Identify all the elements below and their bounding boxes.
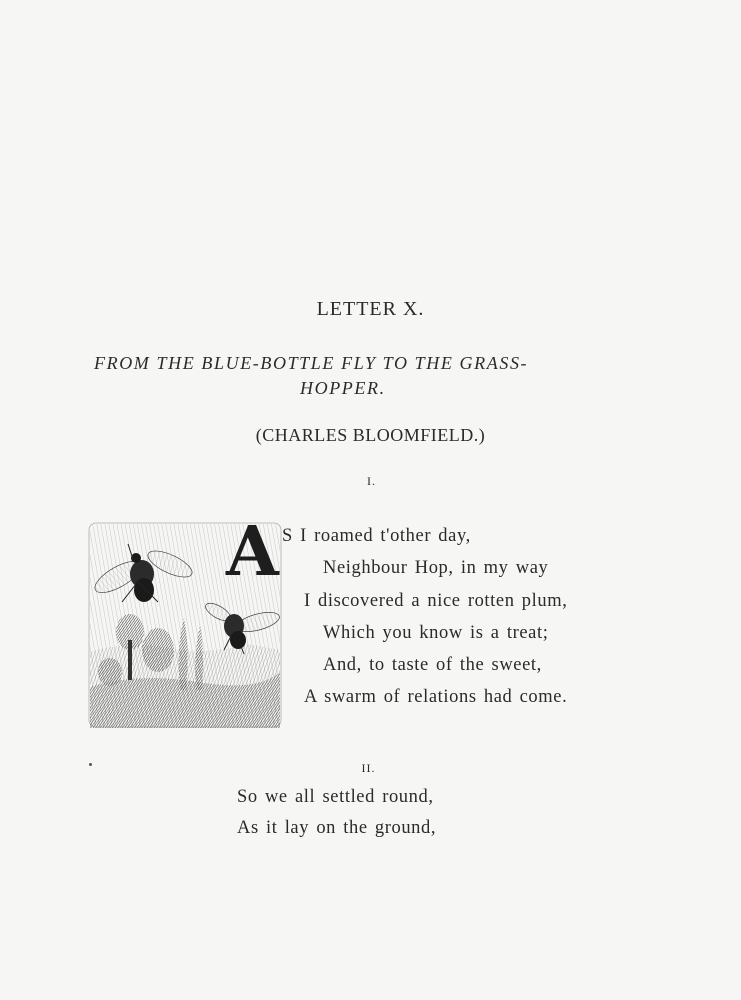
stanza-2-line-1: So we all settled round, xyxy=(237,787,434,807)
stanza-1-line-5: And, to taste of the sweet, xyxy=(323,655,542,675)
stanza-1-line-4: Which you know is a treat; xyxy=(323,623,549,643)
stanza-2-line-2: As it lay on the ground, xyxy=(237,818,437,838)
poem-title-line-2: HOPPER. xyxy=(300,378,386,398)
author-first-initial: C xyxy=(262,425,275,445)
stanza-1-numeral: I. xyxy=(367,474,376,488)
stanza-1-line-2: Neighbour Hop, in my way xyxy=(323,558,549,578)
stanza-1-line-6: A swarm of relations had come. xyxy=(304,687,568,707)
letter-heading: LETTER X. xyxy=(316,298,425,320)
stanza-1-line-3: I discovered a nice rotten plum, xyxy=(304,591,568,611)
poem-title-line-1: FROM THE BLUE-BOTTLE FLY TO THE GRASS- xyxy=(94,353,529,373)
author-last-rest: LOOMFIELD xyxy=(365,425,474,445)
author-attribution xyxy=(0,425,741,446)
author-first-rest: HARLES xyxy=(274,425,348,445)
author-close: .) xyxy=(473,425,486,445)
author-open-paren: ( xyxy=(255,425,263,445)
stanza-1-line-1: S I roamed t'other day, xyxy=(282,526,471,546)
stanza-2-numeral: II. xyxy=(361,761,376,775)
drop-cap: A xyxy=(226,512,279,592)
author-last-initial: B xyxy=(352,425,366,445)
